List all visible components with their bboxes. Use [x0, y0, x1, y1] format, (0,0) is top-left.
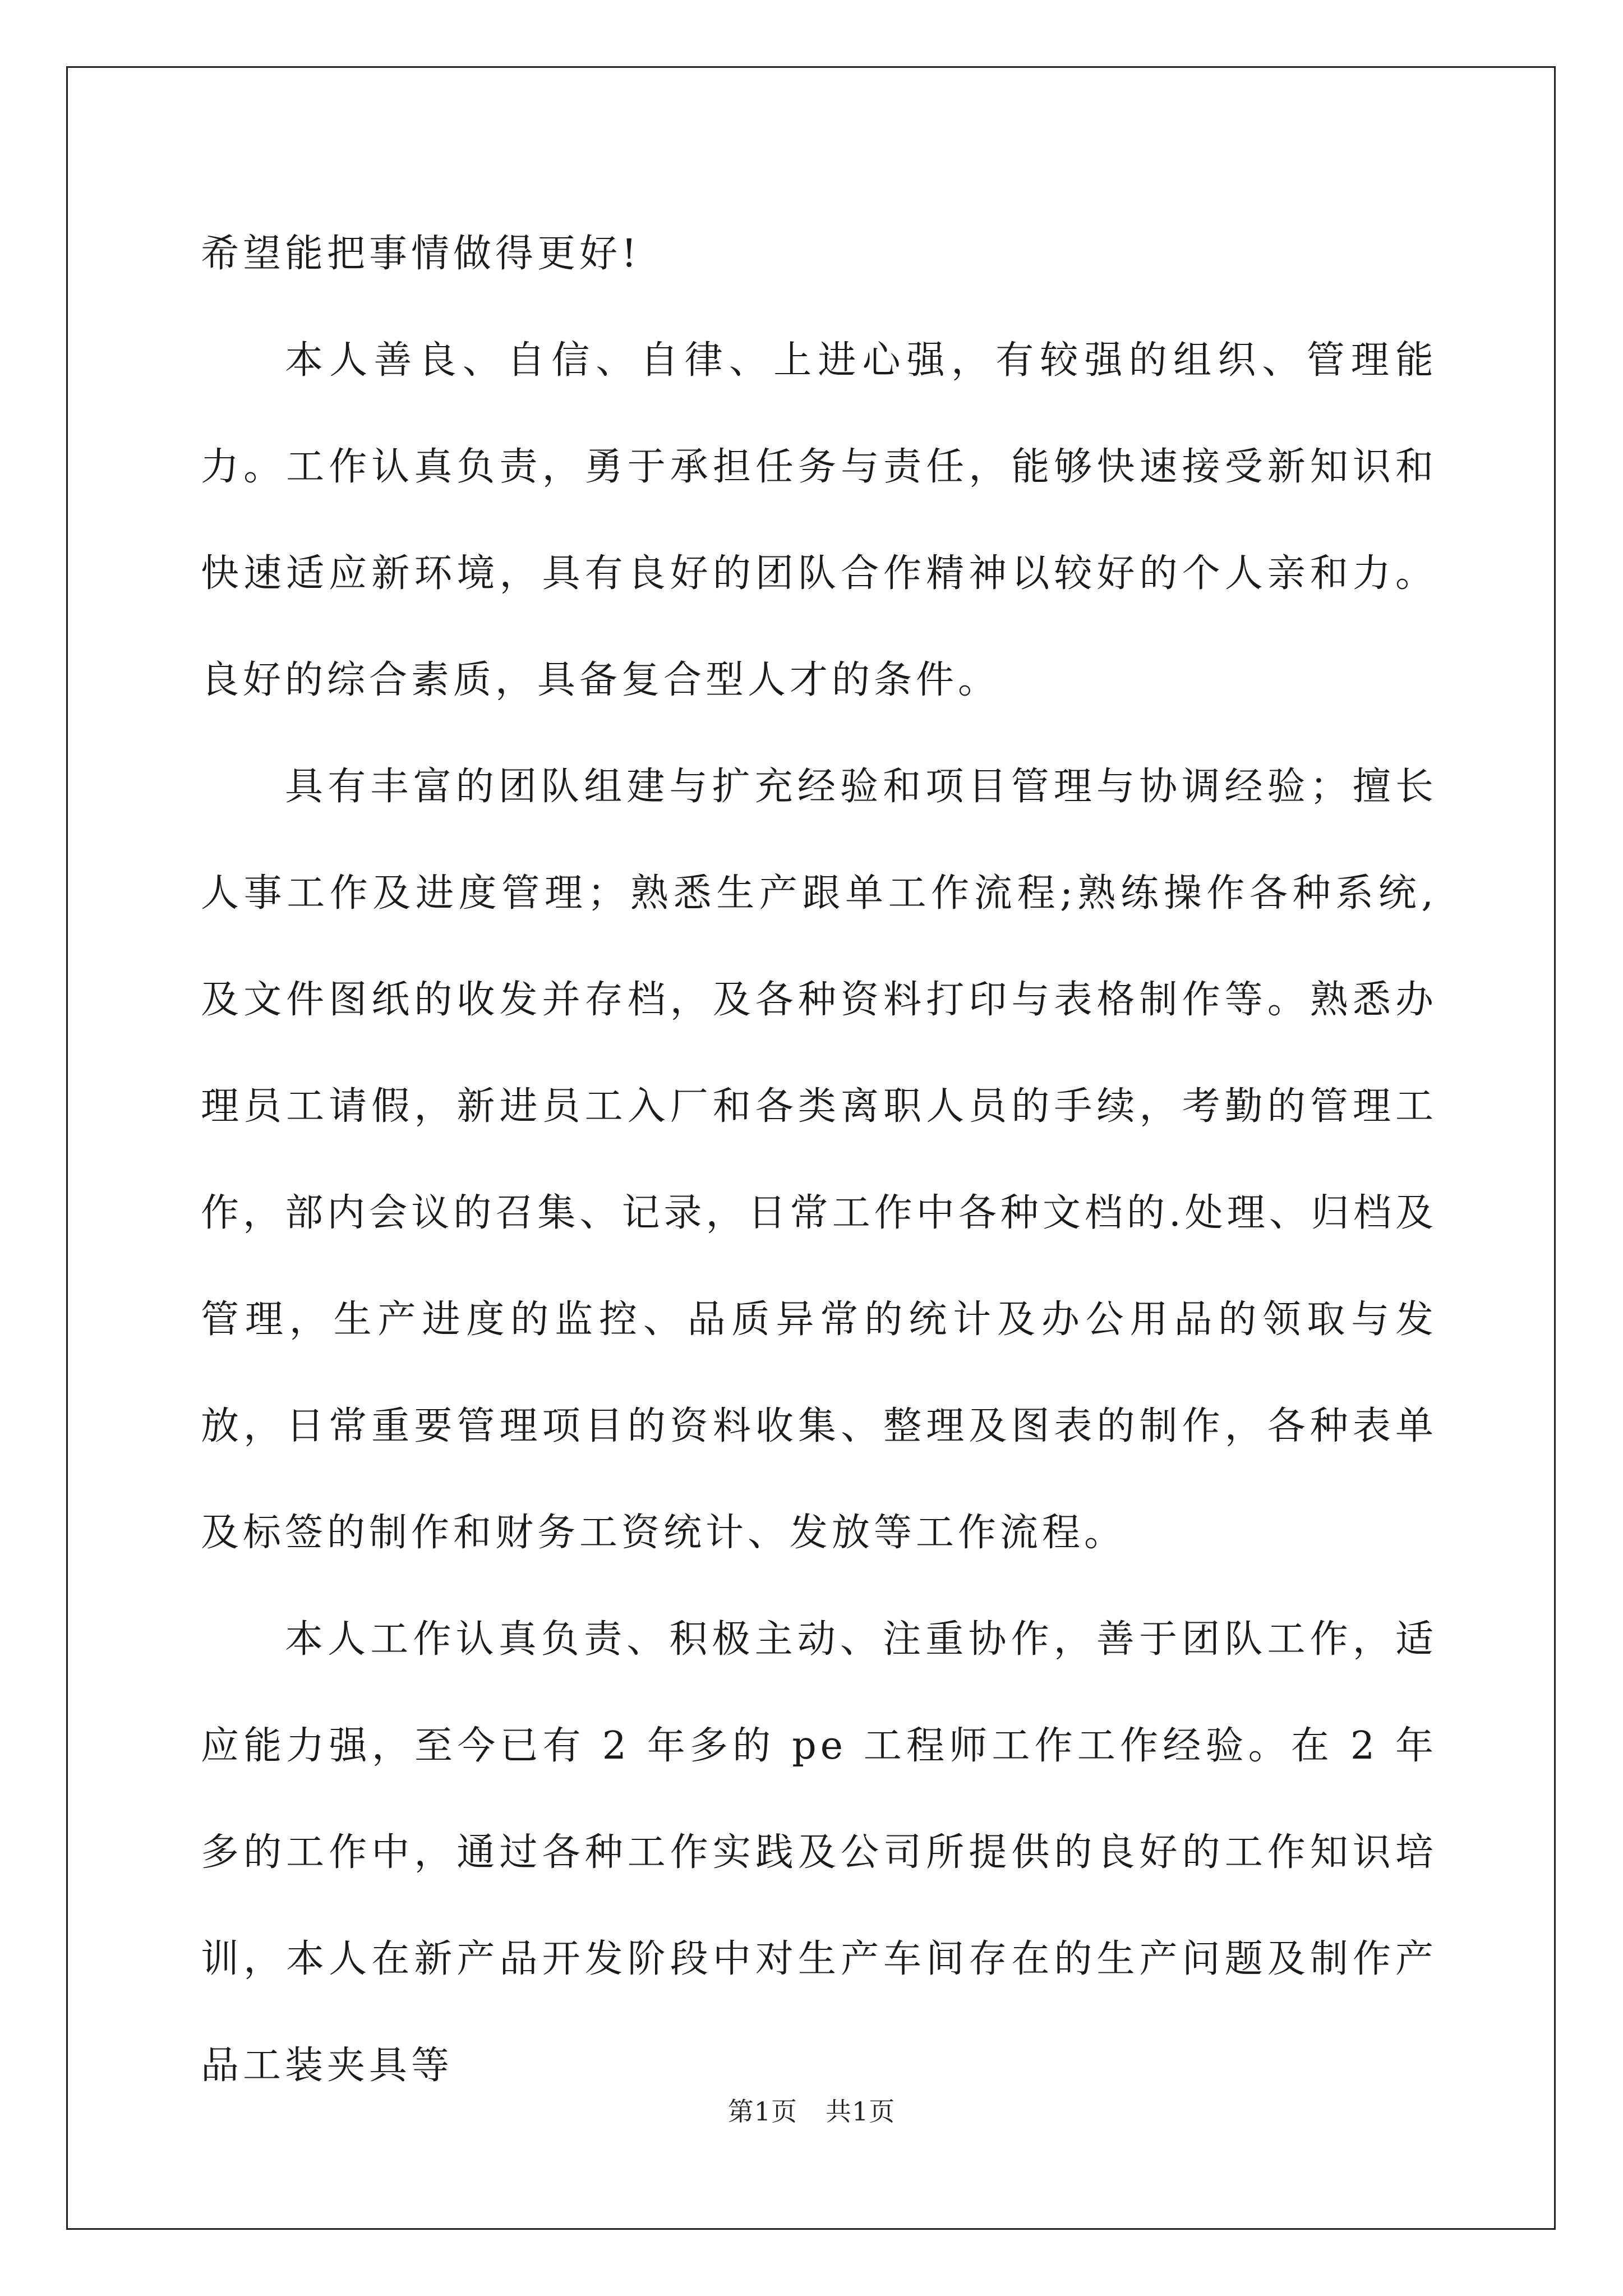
page-footer — [0, 2091, 1623, 2128]
paragraph: 具有丰富的团队组建与扩充经验和项目管理与协调经验；擅长人事工作及进度管理；熟悉生产跟单工作流程;熟练操作各种系统,及文件图纸的收发并存档，及各种资料打印与表格制作等。熟悉办理员工请假，新进员工入厂和各类离职人员的手续，考勤的管理工作，部内会议的召集、记录，日常工作中各种文档的.处理、归档及管理，生产进度的监控、品质异常的统计及办公用品的领取与发放，日常重要管理项目的资料收集、整理及图表的制作，各种表单及标签的制作和财务工资统计、发放等工作流程。 — [201, 765, 1437, 1555]
page-total: 共1页 — [826, 2096, 896, 2127]
paragraph: 希望能把事情做得更好! — [201, 232, 641, 276]
paragraph: 本人善良、自信、自律、上进心强，有较强的组织、管理能力。工作认真负责，勇于承担任务与责任，能够快速接受新知识和快速适应新环境，具有良好的团队合作精神以较好的个人亲和力。良好的综合素质，具备复合型人才的条件。 — [201, 338, 1437, 702]
document-body — [201, 201, 1437, 2119]
paragraph: 本人工作认真负责、积极主动、注重协作，善于团队工作，适应能力强，至今已有 2 年多的 pe 工程师工作工作经验。在 2 年多的工作中，通过各种工作实践及公司所提供的良好的工作知识培训，本人在新产品开发阶段中对生产车间存在的生产问题及制作产品工装夹具等 — [201, 1617, 1437, 2088]
page-number: 第1页 — [727, 2096, 797, 2127]
